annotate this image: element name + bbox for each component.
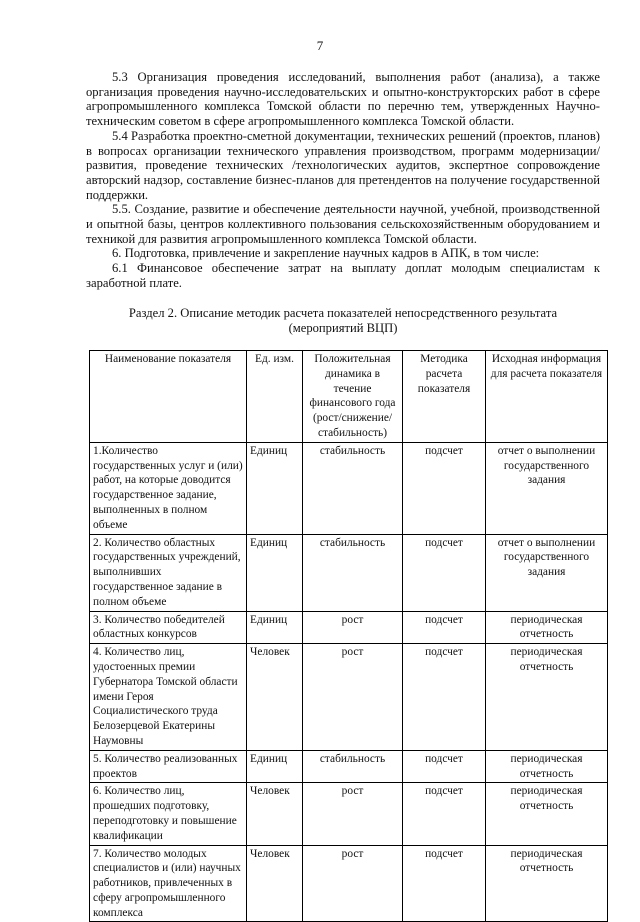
indicator-name: 2. Количество областных государственных учреждений, выполнивших государственное задание в полном объеме xyxy=(90,534,247,611)
body-text xyxy=(86,70,600,291)
source: периодическая отчетность xyxy=(486,750,608,783)
paragraph-5-5: 5.5. Создание, развитие и обеспечение деятельности научной, учебной, производственной и опытной базы, центров коллективного пользования сельскохозяйственным оборудованием и техникой для развития агропромышленного комплекса Томской области. xyxy=(86,202,600,246)
table-row xyxy=(90,750,608,783)
unit: Единиц xyxy=(247,750,303,783)
table-row xyxy=(90,611,608,644)
indicator-name: 3. Количество победителей областных конкурсов xyxy=(90,611,247,644)
indicator-name: 7. Количество молодых специалистов и (или) научных работников, привлеченных в сферу агропромышленного комплекса xyxy=(90,845,247,922)
source: периодическая отчетность xyxy=(486,783,608,845)
source: отчет о выполнении государственного задания xyxy=(486,534,608,611)
table-row xyxy=(90,644,608,751)
table-header-row xyxy=(90,351,608,443)
page-number: 7 xyxy=(316,38,324,53)
dynamics: рост xyxy=(303,845,403,922)
method: подсчет xyxy=(403,644,486,751)
method: подсчет xyxy=(403,442,486,534)
dynamics: рост xyxy=(303,644,403,751)
method: подсчет xyxy=(403,534,486,611)
method: подсчет xyxy=(403,783,486,845)
section-title xyxy=(86,306,600,336)
table-row xyxy=(90,845,608,922)
unit: Единиц xyxy=(247,534,303,611)
table-row xyxy=(90,783,608,845)
paragraph-5-3: 5.3 Организация проведения исследований, выполнения работ (анализа), а также организация проведения научно-исследовательских и опытно-конструкторских работ в сфере агропромышленного комплекса Томской области по перечню тем, утвержденных Научно-техническим советом в сфере агропромышленного комплекса Томской области. xyxy=(86,70,600,129)
section-title-line1: Раздел 2. Описание методик расчета показателей непосредственного результата xyxy=(128,306,558,320)
method: подсчет xyxy=(403,750,486,783)
header-indicator-name: Наименование показателя xyxy=(90,351,247,443)
indicator-name: 5. Количество реализованных проектов xyxy=(90,750,247,783)
metrics-table xyxy=(89,350,608,922)
unit: Человек xyxy=(247,783,303,845)
source: периодическая отчетность xyxy=(486,644,608,751)
header-unit: Ед. изм. xyxy=(247,351,303,443)
section-title-line2: (мероприятий ВЦП) xyxy=(288,321,398,335)
indicator-name: 6. Количество лиц, прошедших подготовку, переподготовку и повышение квалификации xyxy=(90,783,247,845)
unit: Единиц xyxy=(247,442,303,534)
dynamics: стабильность xyxy=(303,750,403,783)
header-method: Методика расчета показателя xyxy=(403,351,486,443)
table-row xyxy=(90,442,608,534)
indicator-name: 1.Количество государственных услуг и (или) работ, на которые доводится государственное задание, выполненных в полном объеме xyxy=(90,442,247,534)
paragraph-6: 6. Подготовка, привлечение и закрепление научных кадров в АПК, в том числе: xyxy=(112,246,540,261)
indicator-name: 4. Количество лиц, удостоенных премии Губернатора Томской области имени Героя Социалистического труда Белозерцевой Екатерины Наумовны xyxy=(90,644,247,751)
method: подсчет xyxy=(403,845,486,922)
unit: Человек xyxy=(247,845,303,922)
unit: Единиц xyxy=(247,611,303,644)
dynamics: рост xyxy=(303,783,403,845)
header-source: Исходная информация для расчета показателя xyxy=(486,351,608,443)
dynamics: стабильность xyxy=(303,442,403,534)
dynamics: стабильность xyxy=(303,534,403,611)
method: подсчет xyxy=(403,611,486,644)
table-row xyxy=(90,534,608,611)
dynamics: рост xyxy=(303,611,403,644)
unit: Человек xyxy=(247,644,303,751)
paragraph-6-1: 6.1 Финансовое обеспечение затрат на выплату доплат молодым специалистам к заработной плате. xyxy=(86,261,600,290)
header-dynamics: Положительная динамика в течение финансового года (рост/снижение/стабильность) xyxy=(303,351,403,443)
source: периодическая отчетность xyxy=(486,611,608,644)
paragraph-5-4: 5.4 Разработка проектно-сметной документации, технических решений (проектов, планов) в вопросах организации технического управления производством, программ модернизации/развития, проведение технических /технологических аудитов, экспертное сопровождение авторский надзор, составление бизнес-планов для претендентов на получение государственной поддержки. xyxy=(86,128,600,202)
source: отчет о выполнении государственного задания xyxy=(486,442,608,534)
source: периодическая отчетность xyxy=(486,845,608,922)
